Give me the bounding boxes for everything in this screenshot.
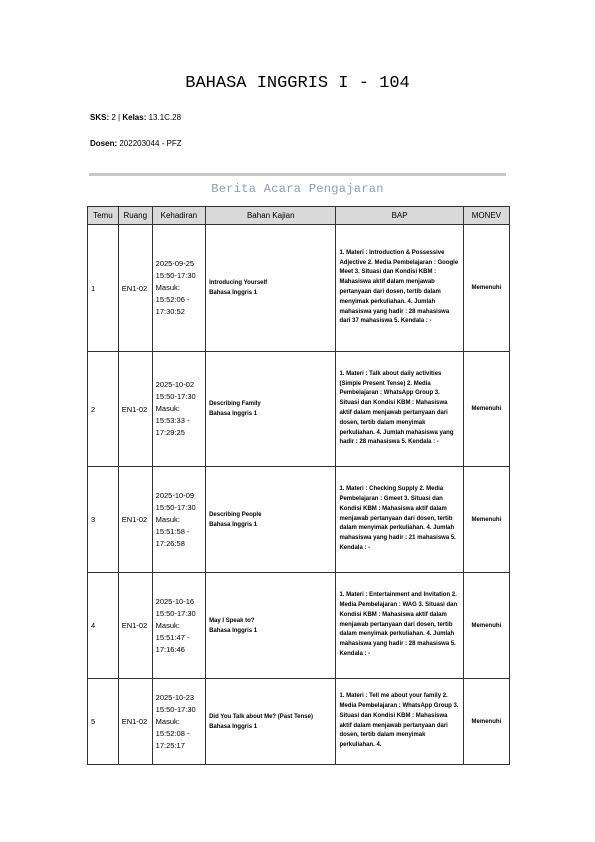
page-title: BAHASA INGGRIS I - 104 (185, 74, 410, 93)
lecturer-info (90, 139, 182, 148)
bahan-kajian-cell (206, 573, 336, 679)
bahan-topic: Did You Talk about Me? (Past Tense) (209, 713, 313, 720)
column-header-bahan-kajian: Bahan Kajian (206, 207, 336, 225)
bap-cell: 1. Materi : Tell me about your family 2. Media Pembelajaran : WhatsApp Group 3. Situasi dan Kondisi KBM : Mahasiswa aktif dalam menjawab pertanyaan dari dosen, tertib dalam menyimak perkuliahan. 4. (336, 679, 463, 765)
monev-cell: Memenuhi (463, 573, 509, 679)
kehadiran-cell: 2025-10-09 15:50-17:30 Masuk: 15:51:58 - 17:26:58 (152, 467, 205, 573)
ruang-cell: EN1-02 (118, 225, 152, 352)
bahan-topic: Introducing Yourself (209, 280, 268, 286)
column-header-kehadiran: Kehadiran (152, 207, 205, 225)
kehadiran-cell: 2025-10-16 15:50-17:30 Masuk: 15:51:47 - 17:16:46 (152, 573, 205, 679)
temu-cell: 1 (88, 225, 119, 352)
bahan-kajian-cell (206, 225, 336, 352)
dosen-label: Dosen: (90, 139, 118, 148)
sks-label: SKS: (90, 113, 110, 122)
bahan-book: Bahasa Inggris 1 (209, 723, 258, 730)
teaching-record-table (87, 206, 510, 765)
monev-cell: Memenuhi (463, 679, 509, 765)
bap-cell: 1. Materi : Checking Supply 2. Media Pembelajaran : Gmeet 3. Situasi dan Kondisi KBM : Mahasiswa aktif dalam menjawab pertanyaan dari dosen, tertib dalam menyimak perkuliahan. 4. Jumlah mahasiswa yang hadir : 21 mahasiswa 5. Kendala : - (336, 467, 463, 573)
bahan-book: Bahasa Inggris 1 (209, 411, 258, 417)
table-row (88, 467, 510, 573)
kehadiran-cell: 2025-10-23 15:50-17:30 Masuk: 15:52:08 - 17:25:17 (152, 679, 205, 765)
monev-cell: Memenuhi (463, 352, 509, 467)
monev-cell: Memenuhi (463, 467, 509, 573)
kehadiran-cell: 2025-09-25 15:50-17:30 Masuk: 15:52:06 - 17:30:52 (152, 225, 205, 352)
bap-cell: 1. Materi : Entertainment and Invitation 2. Media Pembelajaran : WAG 3. Situasi dan Kondisi KBM : Mahasiswa aktif dalam menjawab pertanyaan dari dosen, tertib dalam menyimak perkuliahan. 4. Jumlah mahasiswa yang hadir : 28 mahasiswa 5. Kendala : - (336, 573, 463, 679)
temu-cell: 3 (88, 467, 119, 573)
ruang-cell: EN1-02 (118, 679, 152, 765)
kelas-value: 13.1C.28 (148, 113, 182, 122)
course-info (90, 113, 181, 122)
temu-cell: 5 (88, 679, 119, 765)
kehadiran-cell: 2025-10-02 15:50-17:30 Masuk: 15:53:33 - 17:29:25 (152, 352, 205, 467)
table-row (88, 679, 510, 765)
bahan-book: Bahasa Inggris 1 (209, 521, 258, 528)
bahan-topic: Describing People (209, 511, 262, 518)
table-row (88, 352, 510, 467)
bahan-kajian-cell (206, 352, 336, 467)
temu-cell: 2 (88, 352, 119, 467)
bap-cell: 1. Materi : Introduction & Possessive Adjective 2. Media Pembelajaran : Google Meet 3. Situasi dan Kondisi KBM : Mahasiswa aktif dalam menjawab pertanyaan dari dosen, tertib dalam menyimak perkuliahan. 4. Jumlah mahasiswa yang hadir : 28 mahasiswa dari 37 mahasiswa 5. Kendala : - (336, 225, 463, 352)
table-row (88, 225, 510, 352)
sks-value: 2 (111, 113, 116, 122)
column-header-temu: Temu (88, 207, 119, 225)
bahan-book: Bahasa Inggris 1 (209, 290, 258, 296)
bahan-kajian-cell (206, 679, 336, 765)
temu-cell: 4 (88, 573, 119, 679)
bap-cell: 1. Materi : Talk about daily activities (Simple Present Tense) 2. Media Pembelajaran : WhatsApp Group 3. Situasi dan Kondisi KBM : Mahasiswa aktif dalam menjawab pertanyaan dari dosen, tertib dalam menyimak perkuliahan. 4. Jumlah mahasiswa yang hadir : 28 mahasiswa 5. Kendala : - (336, 352, 463, 467)
ruang-cell: EN1-02 (118, 573, 152, 679)
bahan-book: Bahasa Inggris 1 (209, 627, 258, 634)
dosen-value: 202203044 - PFZ (119, 139, 182, 148)
table-header-row (88, 207, 510, 225)
column-header-monev: MONEV (463, 207, 509, 225)
column-header-bap: BAP (336, 207, 463, 225)
bahan-kajian-cell (206, 467, 336, 573)
section-title: Berita Acara Pengajaran (211, 182, 384, 196)
bahan-topic: Describing Family (209, 401, 261, 407)
divider (89, 173, 506, 176)
ruang-cell: EN1-02 (118, 467, 152, 573)
ruang-cell: EN1-02 (118, 352, 152, 467)
table-row (88, 573, 510, 679)
column-header-ruang: Ruang (118, 207, 152, 225)
separator: | (118, 113, 121, 122)
kelas-label: Kelas: (122, 113, 147, 122)
monev-cell: Memenuhi (463, 225, 509, 352)
bahan-topic: May I Speak to? (209, 617, 255, 624)
